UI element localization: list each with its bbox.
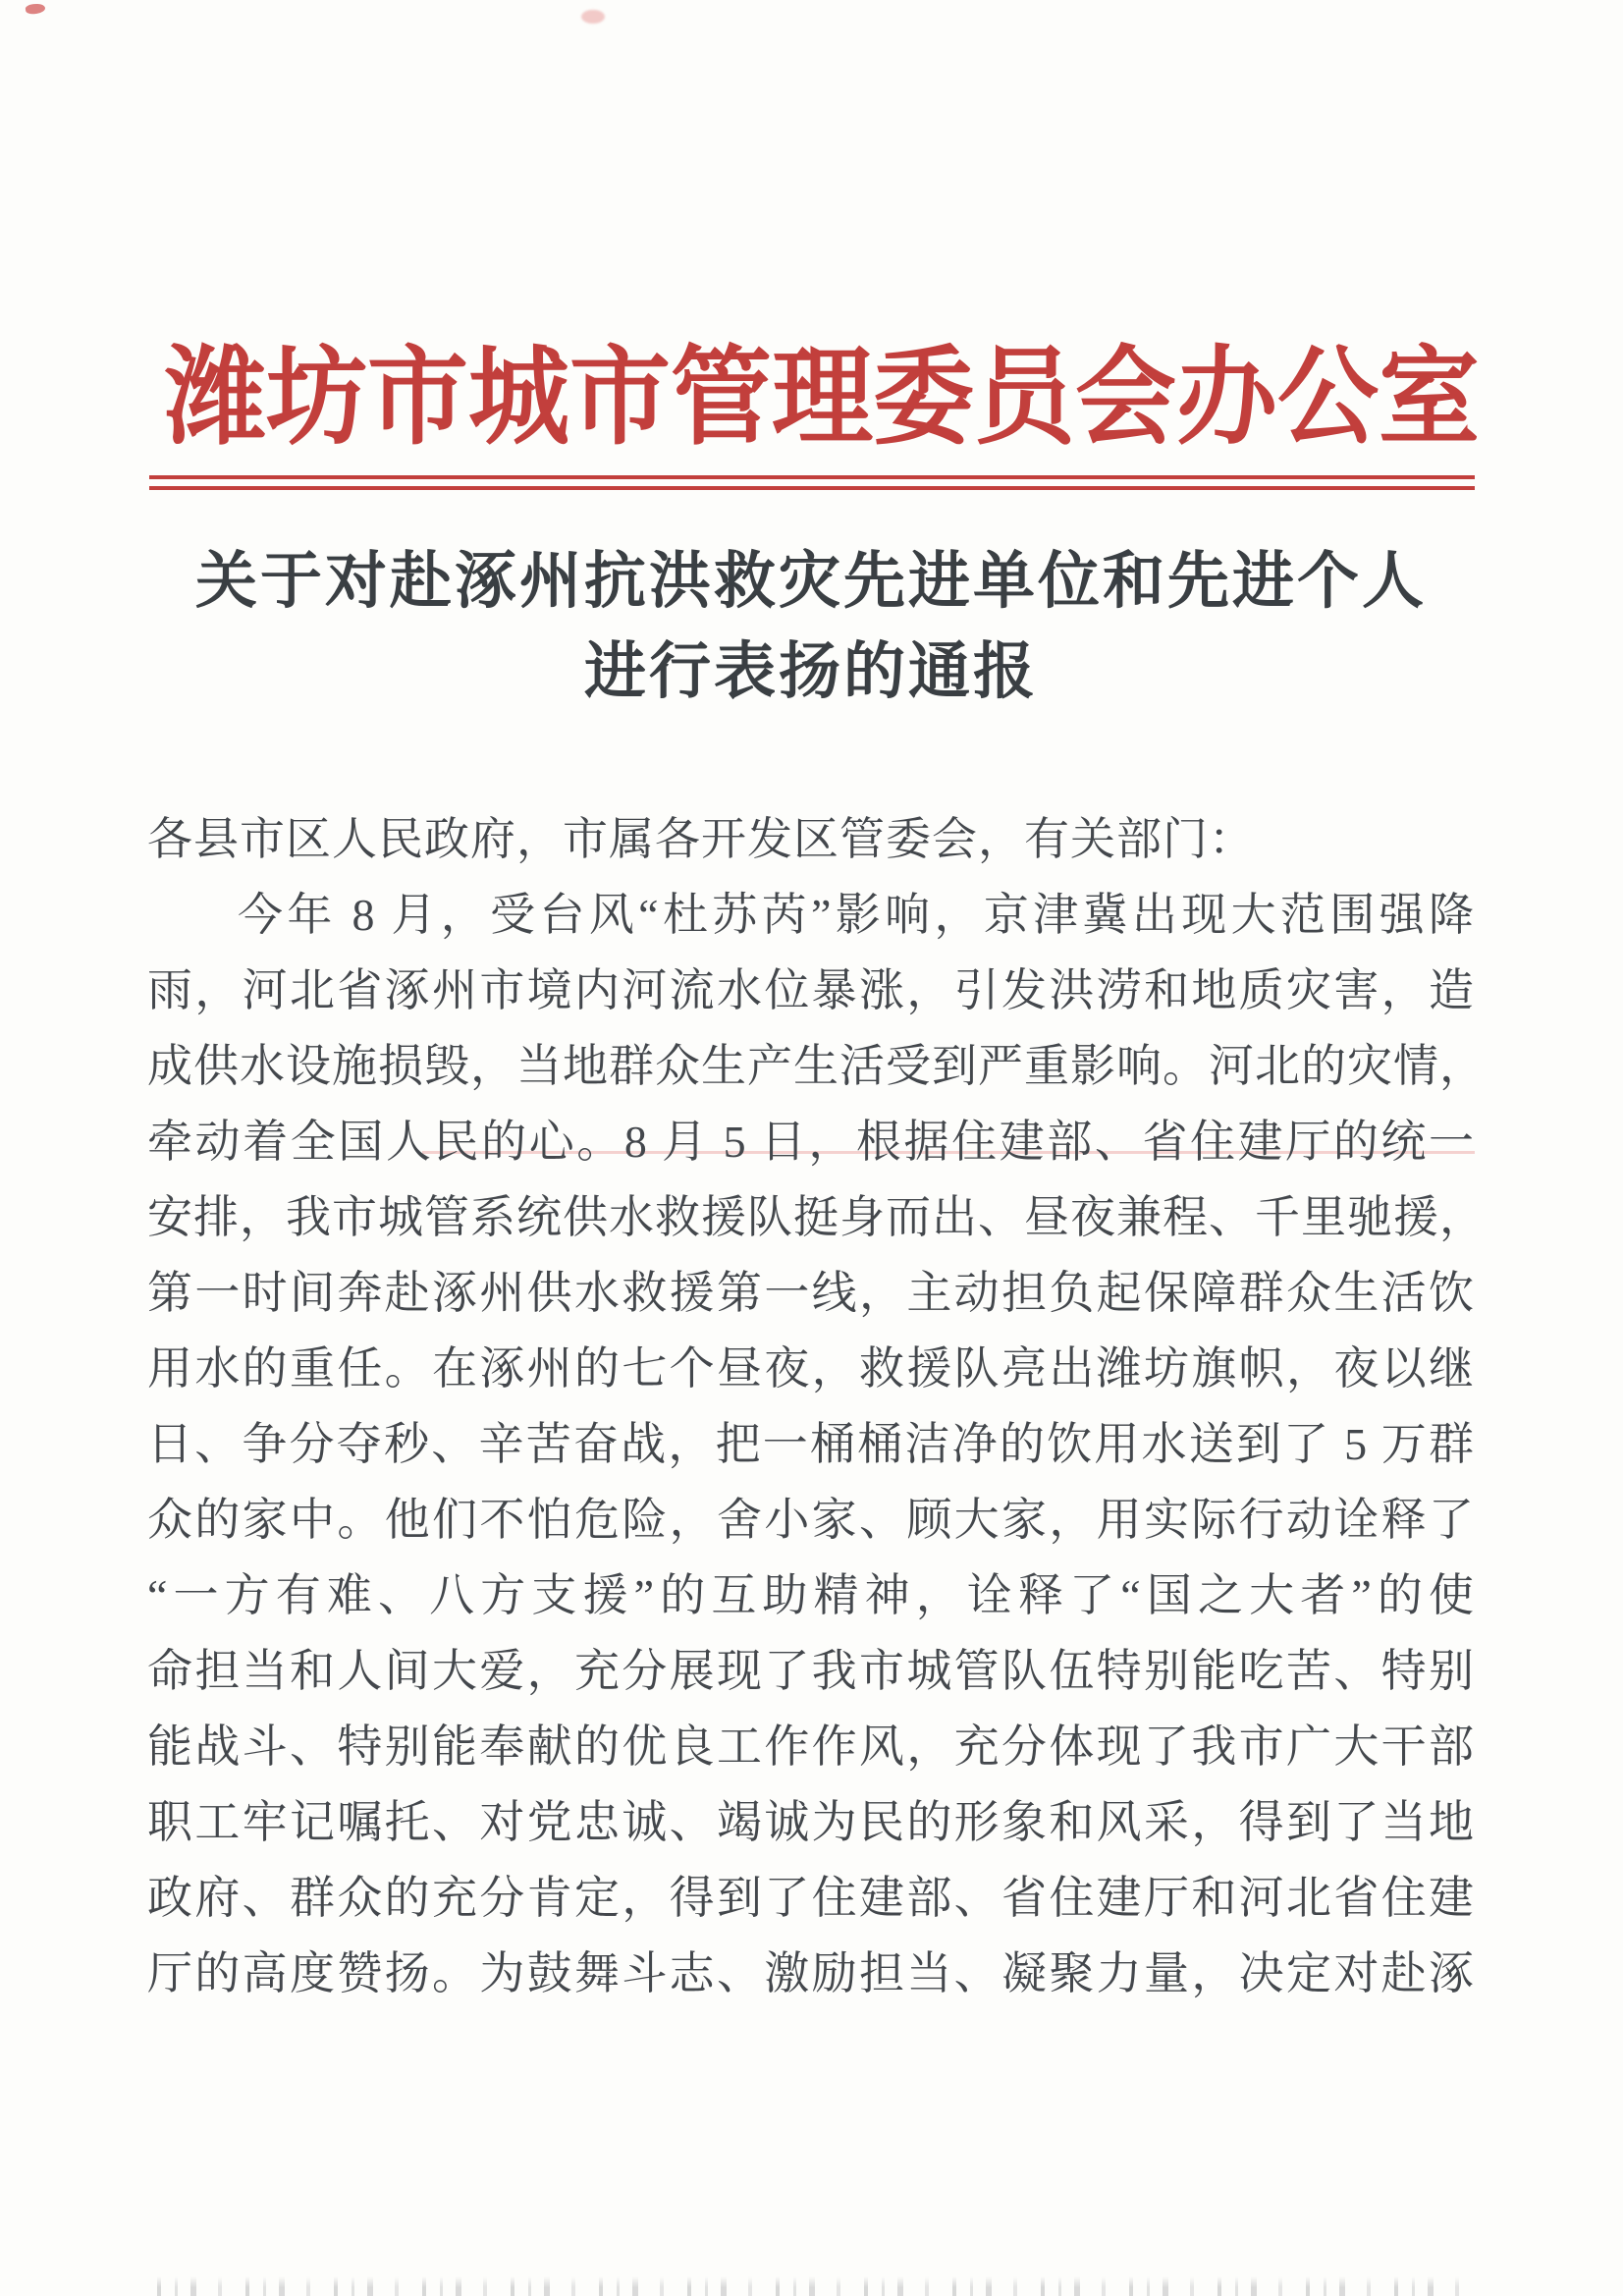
body-line: 成供水设施损毁，当地群众生产生活受到严重影响。河北的灾情， bbox=[147, 1041, 1486, 1091]
body-line: 第一时间奔赴涿州供水救援第一线，主动担负起保障群众生活饮 bbox=[147, 1268, 1475, 1318]
body-line: “一方有难、八方支援”的互助精神，诠释了“国之大者”的使 bbox=[147, 1570, 1475, 1620]
body-line: 命担当和人间大爱，充分展现了我市城管队伍特别能吃苦、特别 bbox=[147, 1646, 1475, 1696]
salutation-line: 各县市区人民政府，市属各开发区管委会，有关部门： bbox=[147, 814, 1255, 864]
body-line: 众的家中。他们不怕危险，舍小家、顾大家，用实际行动诠释了 bbox=[147, 1495, 1475, 1545]
body-line: 用水的重任。在涿州的七个昼夜，救援队亮出潍坊旗帜，夜以继 bbox=[147, 1343, 1475, 1394]
body-line: 日、争分夺秒、辛苦奋战，把一桶桶洁净的饮用水送到了 5 万群 bbox=[147, 1419, 1475, 1469]
scan-speckle bbox=[25, 3, 45, 16]
body-line: 政府、群众的充分肯定，得到了住建部、省住建厅和河北省住建 bbox=[147, 1873, 1475, 1923]
body-line: 能战斗、特别能奉献的优良工作作风，充分体现了我市广大干部 bbox=[147, 1722, 1475, 1772]
body-line: 今年 8 月，受台风“杜苏芮”影响，京津冀出现大范围强降 bbox=[238, 890, 1475, 940]
scan-speckle bbox=[581, 10, 605, 24]
letterhead-divider bbox=[149, 475, 1475, 490]
body-line: 职工牢记嘱托、对党忠诚、竭诚为民的形象和风采，得到了当地 bbox=[147, 1797, 1475, 1847]
body-line: 牵动着全国人民的心。8 月 5 日，根据住建部、省住建厅的统一 bbox=[147, 1117, 1475, 1167]
body-line: 安排，我市城管系统供水救援队挺身而出、昼夜兼程、千里驰援， bbox=[147, 1192, 1486, 1242]
body-line: 厅的高度赞扬。为鼓舞斗志、激励担当、凝聚力量，决定对赴涿 bbox=[147, 1948, 1475, 1998]
body-line: 雨，河北省涿州市境内河流水位暴涨，引发洪涝和地质灾害，造 bbox=[147, 965, 1475, 1015]
document-title-line2: 进行表扬的通报 bbox=[584, 637, 1038, 706]
document-body bbox=[147, 801, 1486, 2011]
letterhead-org-name: 潍坊市城市管理委员会办公室 bbox=[165, 339, 1480, 459]
document-title-line1: 关于对赴涿州抗洪救灾先进单位和先进个人 bbox=[195, 547, 1427, 616]
document-title bbox=[147, 536, 1475, 717]
cutoff-text-strip bbox=[157, 2276, 1473, 2296]
